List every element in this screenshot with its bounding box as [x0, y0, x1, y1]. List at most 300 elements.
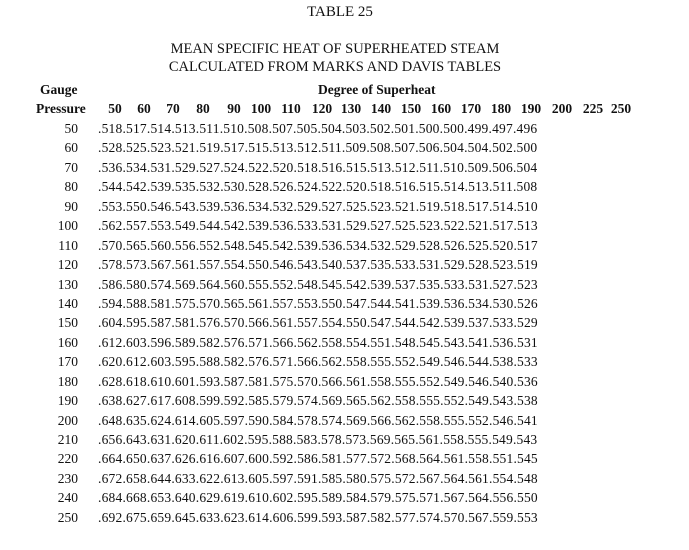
table-cell: .506 [488, 159, 513, 175]
table-cell: .562 [366, 393, 392, 409]
row-values [98, 140, 537, 156]
table-cell: .575 [269, 373, 294, 389]
table-cell: .575 [366, 470, 392, 486]
table-cell: .550 [342, 315, 367, 331]
table-row [0, 510, 689, 529]
table-cell: .572 [366, 451, 392, 467]
table-cell: .588 [195, 354, 221, 370]
table-cell: .627 [122, 393, 147, 409]
column-header: 50 [108, 101, 122, 116]
table-cell: .504 [317, 121, 342, 136]
table-row [0, 354, 689, 373]
table-cell: .515 [342, 159, 367, 175]
table-cell: .542 [220, 218, 245, 234]
table-cell: .610 [244, 490, 270, 506]
table-cell: .597 [269, 470, 294, 486]
table-cell: .569 [342, 412, 367, 428]
table-cell: .583 [293, 432, 318, 447]
table-cell: .502 [366, 121, 391, 136]
table-cell: .558 [317, 334, 343, 350]
table-cell: .514 [489, 198, 514, 214]
table-cell: .540 [489, 373, 514, 389]
table-cell: .599 [195, 393, 221, 409]
row-values [98, 160, 537, 176]
table-cell: .508 [366, 140, 391, 156]
table-cell: .565 [220, 295, 245, 311]
table-cell: .612 [122, 354, 147, 370]
table-cell: .527 [366, 218, 392, 234]
table-cell: .510 [439, 159, 465, 175]
row-pressure: 250 [57, 509, 78, 525]
table-cell: .550 [122, 198, 147, 214]
column-header: 140 [370, 101, 392, 116]
table-cell: .527 [317, 198, 343, 214]
table-cell: .605 [244, 470, 270, 486]
table-cell: .603 [146, 354, 172, 370]
table-cell: .586 [98, 276, 123, 292]
table-cell: .550 [513, 490, 538, 506]
table-cell: .523 [489, 257, 514, 273]
table-cell: .544 [366, 295, 392, 311]
table-cell: .557 [293, 315, 318, 331]
table-cell: .536 [489, 334, 514, 350]
table-cell: .592 [220, 393, 245, 409]
table-cell: .561 [440, 451, 465, 467]
table-cell: .557 [195, 257, 221, 273]
table-cell: .603 [122, 334, 147, 350]
table-cell: .616 [195, 451, 221, 467]
table-row [0, 238, 689, 257]
table-cell: .523 [513, 276, 538, 292]
table-cell: .595 [244, 432, 269, 447]
table-cell: .528 [244, 179, 270, 195]
table-cell: .537 [342, 257, 367, 273]
table-cell: .520 [342, 179, 367, 195]
column-header: 90 [227, 101, 241, 116]
row-values [98, 315, 538, 331]
table-cell: .537 [391, 276, 416, 292]
table-cell: .500 [415, 121, 440, 136]
column-header: 225 [582, 101, 604, 116]
pressure-label: Pressure [36, 101, 86, 116]
table-cell: .526 [269, 179, 294, 195]
table-cell: .539 [146, 179, 172, 195]
table-cell: .595 [293, 490, 318, 506]
table-cell: .514 [146, 121, 172, 136]
table-cell: .548 [220, 237, 245, 253]
table-cell: .604 [98, 315, 123, 331]
table-cell: .548 [391, 334, 416, 350]
table-cell: .653 [146, 490, 172, 506]
table-cell: .507 [390, 140, 416, 156]
table-cell: .543 [512, 432, 538, 447]
row-pressure: 70 [64, 159, 78, 175]
table-cell: .519 [513, 257, 538, 273]
table-cell: .523 [366, 198, 392, 214]
table-cell: .573 [122, 257, 147, 273]
table-cell: .546 [146, 198, 172, 214]
table-cell: .546 [440, 354, 465, 370]
table-cell: .549 [488, 432, 513, 447]
table-cell: .640 [171, 490, 196, 506]
table-cell: .555 [464, 432, 489, 447]
table-cell: .542 [122, 179, 147, 195]
table-cell: .578 [293, 412, 318, 428]
table-cell: .570 [220, 315, 245, 331]
table-row [0, 315, 689, 334]
table-row [0, 374, 689, 393]
table-cell: .556 [171, 237, 196, 253]
table-cell: .600 [244, 451, 270, 467]
table-cell: .608 [171, 393, 196, 409]
column-header: 150 [400, 101, 422, 116]
table-cell: .522 [244, 159, 270, 175]
table-cell: .576 [220, 334, 245, 350]
table-cell: .552 [440, 393, 465, 409]
table-cell: .624 [146, 412, 172, 428]
table-cell: .552 [464, 412, 489, 428]
table-cell: .571 [415, 490, 441, 506]
table-cell: .519 [415, 198, 441, 214]
table-cell: .517 [464, 198, 489, 214]
table-cell: .573 [341, 432, 367, 447]
table-cell: .555 [244, 276, 270, 292]
row-pressure: 230 [57, 470, 78, 486]
table-number: TABLE 25 [307, 4, 373, 20]
table-cell: .582 [220, 354, 245, 370]
table-cell: .585 [317, 470, 343, 486]
table-cell: .562 [317, 354, 343, 370]
table-cell: .595 [171, 354, 196, 370]
column-header: 110 [281, 101, 301, 116]
table-row [0, 490, 689, 509]
table-cell: .535 [366, 257, 392, 273]
table-cell: .541 [391, 295, 416, 311]
table-cell: .566 [269, 334, 294, 350]
table-cell: .580 [122, 276, 147, 292]
table-cell: .675 [122, 509, 147, 525]
table-cell: .539 [293, 237, 318, 253]
table-cell: .518 [366, 179, 392, 195]
table-cell: .556 [489, 490, 514, 506]
table-cell: .570 [440, 509, 465, 525]
table-cell: .633 [171, 470, 196, 486]
table-cell: .517 [489, 218, 514, 234]
table-cell: .589 [317, 490, 343, 506]
table-cell: .570 [293, 373, 318, 389]
table-cell: .595 [122, 315, 147, 331]
table-cell: .553 [513, 509, 538, 525]
table-row [0, 257, 689, 276]
table-cell: .531 [317, 218, 343, 234]
table-cell: .599 [293, 509, 318, 525]
table-cell: .518 [440, 198, 465, 214]
table-cell: .543 [440, 334, 465, 350]
table-cell: .623 [220, 509, 245, 525]
table-cell: .529 [171, 159, 196, 175]
table-cell: .597 [220, 412, 245, 428]
table-cell: .618 [122, 373, 147, 389]
row-pressure: 110 [58, 237, 78, 253]
table-cell: .588 [122, 295, 147, 311]
column-header: 100 [250, 101, 272, 116]
table-cell: .528 [98, 140, 123, 156]
table-cell: .574 [415, 509, 441, 525]
table-cell: .576 [195, 315, 221, 331]
table-cell: .644 [146, 470, 172, 486]
table-cell: .533 [293, 218, 318, 234]
row-values [98, 199, 538, 215]
table-cell: .508 [244, 121, 269, 136]
table-cell: .564 [464, 490, 489, 506]
table-cell: .512 [391, 159, 416, 175]
table-cell: .637 [146, 451, 172, 467]
table-cell: .526 [513, 295, 538, 311]
table-cell: .558 [342, 354, 367, 370]
table-cell: .544 [464, 354, 489, 370]
column-headers [101, 101, 641, 119]
table-cell: .521 [464, 218, 489, 234]
table-cell: .544 [195, 218, 221, 234]
table-cell: .536 [440, 295, 465, 311]
table-row [0, 121, 689, 140]
table-cell: .536 [513, 373, 538, 389]
table-cell: .501 [390, 121, 416, 136]
row-pressure: 160 [57, 334, 78, 350]
table-cell: .532 [195, 179, 221, 195]
row-pressure: 210 [57, 432, 78, 447]
table-cell: .561 [464, 470, 489, 486]
table-cell: .620 [171, 432, 196, 447]
table-cell: .522 [440, 218, 465, 234]
table-cell: .539 [366, 276, 392, 292]
table-cell: .664 [98, 451, 123, 467]
table-cell: .554 [489, 470, 514, 486]
table-cell: .512 [293, 140, 318, 156]
table-cell: .588 [268, 432, 293, 447]
row-values [98, 179, 537, 195]
table-cell: .656 [98, 432, 123, 447]
table-cell: .635 [122, 412, 147, 428]
table-cell: .551 [366, 334, 392, 350]
table-cell: .566 [317, 373, 343, 389]
table-cell: .569 [317, 393, 343, 409]
table-cell: .587 [342, 509, 367, 525]
row-pressure: 220 [57, 451, 78, 467]
table-cell: .545 [415, 334, 441, 350]
table-cell: .547 [342, 295, 367, 311]
table-cell: .543 [171, 198, 196, 214]
row-values [98, 413, 538, 429]
table-cell: .530 [220, 179, 245, 195]
row-values [98, 374, 538, 390]
row-pressure: 200 [57, 412, 78, 428]
table-cell: .531 [146, 159, 172, 175]
table-cell: .578 [317, 432, 342, 447]
table-cell: .554 [342, 334, 367, 350]
table-cell: .593 [317, 509, 343, 525]
table-cell: .529 [440, 257, 465, 273]
table-cell: .605 [195, 412, 221, 428]
column-header: 250 [610, 101, 632, 116]
table-cell: .553 [98, 198, 123, 214]
table-cell: .536 [317, 237, 343, 253]
table-cell: .523 [415, 218, 441, 234]
table-cell: .517 [513, 237, 538, 253]
table-row [0, 218, 689, 237]
table-row [0, 451, 689, 470]
table-cell: .518 [293, 159, 318, 175]
table-cell: .525 [464, 237, 489, 253]
row-pressure: 60 [64, 140, 78, 156]
table-cell: .672 [98, 470, 123, 486]
table-cell: .638 [98, 393, 123, 409]
table-cell: .557 [122, 218, 147, 234]
table-cell: .564 [440, 470, 465, 486]
table-cell: .659 [146, 509, 172, 525]
table-cell: .577 [391, 509, 416, 525]
table-cell: .552 [415, 373, 441, 389]
table-row [0, 393, 689, 412]
table-cell: .531 [464, 276, 489, 292]
table-cell: .565 [390, 432, 416, 447]
table-cell: .571 [269, 354, 294, 370]
column-header: 130 [340, 101, 362, 116]
table-cell: .513 [513, 218, 538, 234]
table-body [0, 121, 689, 529]
column-header: 120 [311, 101, 333, 116]
table-cell: .528 [464, 257, 489, 273]
table-cell: .515 [244, 140, 270, 156]
table-cell: .620 [98, 354, 123, 370]
table-cell: .525 [342, 198, 367, 214]
table-cell: .579 [366, 490, 392, 506]
table-cell: .546 [489, 412, 514, 428]
table-cell: .544 [391, 315, 416, 331]
table-cell: .516 [317, 159, 343, 175]
table-cell: .497 [488, 121, 513, 136]
table-cell: .509 [464, 159, 489, 175]
table-cell: .668 [122, 490, 147, 506]
row-pressure: 150 [57, 315, 78, 331]
table-cell: .506 [415, 140, 440, 156]
table-cell: .552 [391, 354, 416, 370]
row-pressure: 100 [57, 218, 78, 234]
table-cell: .587 [146, 315, 172, 331]
table-cell: .590 [244, 412, 270, 428]
table-cell: .545 [317, 276, 343, 292]
row-pressure: 180 [57, 373, 78, 389]
table-cell: .502 [488, 140, 513, 156]
table-cell: .560 [146, 237, 172, 253]
row-values [98, 393, 538, 409]
table-cell: .548 [513, 470, 538, 486]
table-cell: .560 [220, 276, 245, 292]
title-line-1: MEAN SPECIFIC HEAT OF SUPERHEATED STEAM [170, 41, 500, 57]
table-cell: .534 [122, 159, 147, 175]
table-cell: .553 [293, 295, 318, 311]
table-cell: .613 [220, 470, 245, 486]
table-cell: .643 [122, 432, 147, 447]
table-cell: .509 [341, 140, 367, 156]
table-cell: .596 [146, 334, 172, 350]
table-cell: .575 [171, 295, 196, 311]
table-cell: .564 [195, 276, 221, 292]
table-cell: .586 [293, 451, 318, 467]
row-values [98, 238, 538, 254]
table-cell: .531 [513, 334, 538, 350]
row-values [98, 451, 538, 467]
table-cell: .629 [195, 490, 221, 506]
title-line-2: CALCULATED FROM MARKS AND DAVIS TABLES [168, 59, 502, 75]
table-cell: .533 [489, 315, 514, 331]
table-cell: .562 [98, 218, 123, 234]
table-cell: .577 [342, 451, 367, 467]
table-cell: .549 [171, 218, 196, 234]
table-cell: .537 [464, 315, 489, 331]
table-cell: .578 [98, 257, 123, 273]
row-pressure: 140 [57, 295, 78, 311]
table-row [0, 413, 689, 432]
table-cell: .631 [146, 432, 172, 447]
table-cell: .538 [513, 393, 538, 409]
table-cell: .525 [122, 140, 147, 156]
table-cell: .619 [220, 490, 245, 506]
row-pressure: 130 [57, 276, 78, 292]
table-cell: .658 [122, 470, 147, 486]
row-values [98, 432, 537, 448]
table-cell: .562 [293, 334, 318, 350]
column-header: 70 [166, 101, 180, 116]
table-cell: .535 [171, 179, 196, 195]
table-cell: .511 [489, 179, 513, 195]
table-cell: .529 [342, 218, 367, 234]
table-cell: .565 [122, 237, 147, 253]
table-cell: .511 [415, 159, 440, 175]
table-cell: .519 [195, 140, 221, 156]
table-cell: .547 [366, 315, 392, 331]
table-cell: .570 [98, 237, 123, 253]
table-cell: .585 [244, 393, 270, 409]
table-cell: .529 [293, 198, 318, 214]
table-cell: .534 [244, 198, 270, 214]
table-cell: .581 [171, 315, 196, 331]
table-cell: .566 [293, 354, 318, 370]
table-cell: .572 [391, 470, 416, 486]
table-cell: .589 [171, 334, 196, 350]
table-cell: .584 [342, 490, 367, 506]
table-cell: .558 [391, 393, 416, 409]
table-cell: .542 [269, 237, 294, 253]
table-cell: .511 [195, 121, 220, 136]
table-cell: .500 [439, 121, 465, 136]
table-cell: .601 [171, 373, 196, 389]
table-cell: .633 [195, 509, 221, 525]
table-cell: .529 [391, 237, 416, 253]
table-cell: .606 [269, 509, 294, 525]
table-cell: .533 [391, 257, 416, 273]
table-cell: .522 [317, 179, 343, 195]
table-cell: .555 [415, 393, 441, 409]
table-cell: .530 [489, 295, 514, 311]
table-cell: .567 [464, 509, 489, 525]
table-cell: .539 [195, 198, 221, 214]
table-cell: .584 [269, 412, 294, 428]
table-cell: .561 [269, 315, 294, 331]
table-cell: .521 [171, 140, 196, 156]
table-cell: .561 [171, 257, 196, 273]
row-pressure: 90 [64, 198, 78, 214]
